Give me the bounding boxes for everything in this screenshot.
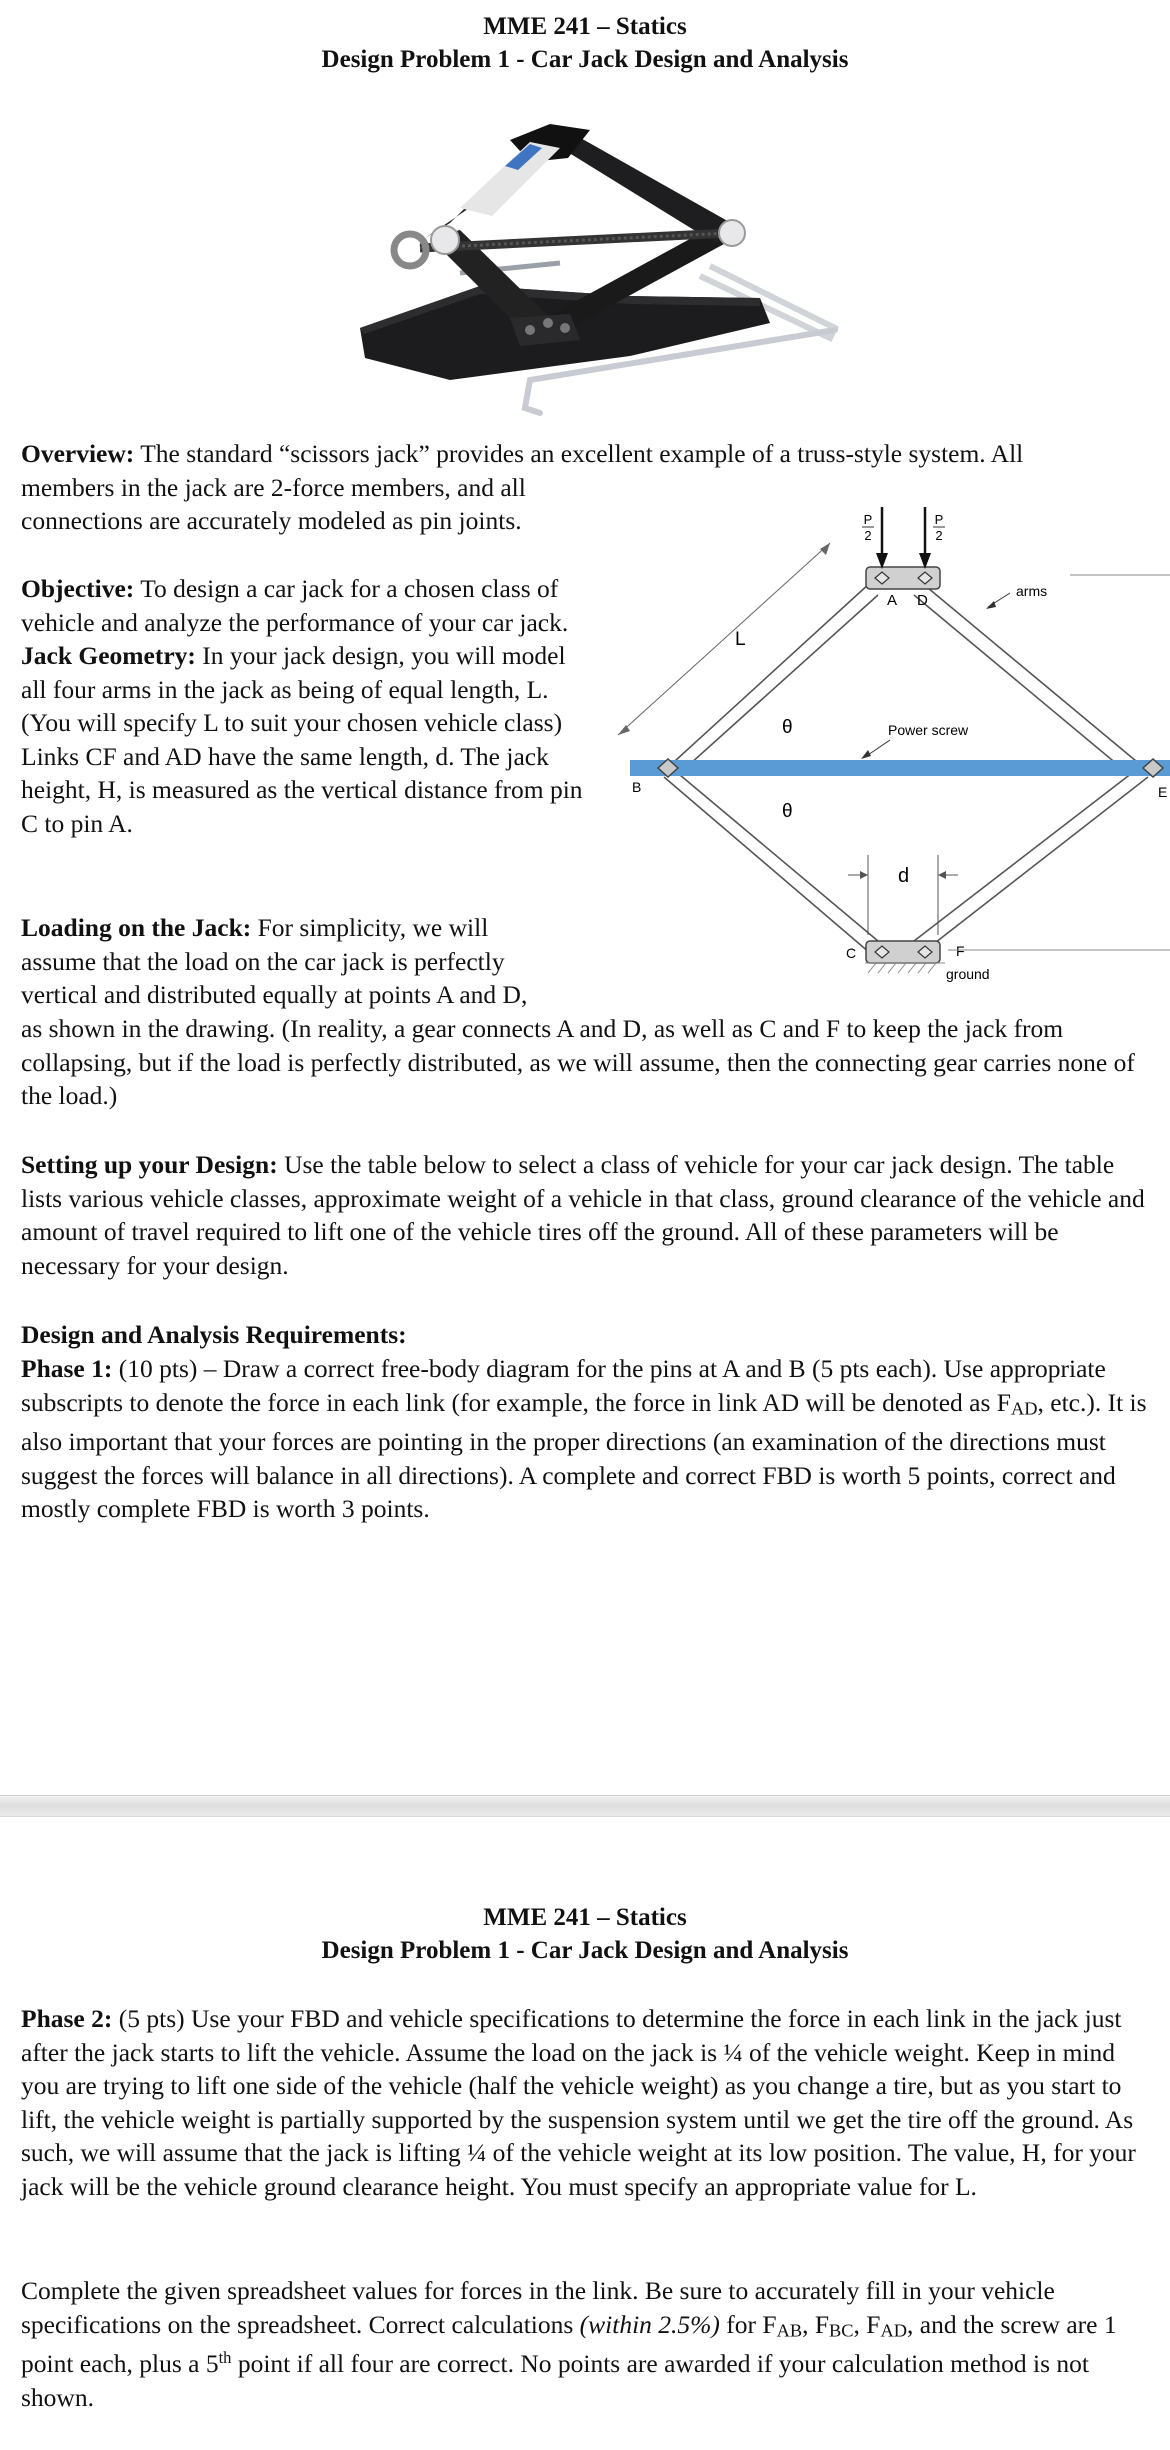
- sup-th: th: [218, 2348, 232, 2368]
- theta-upper: θ: [782, 717, 793, 738]
- phase1-paragraph: [21, 1352, 1156, 1526]
- page2-document-title: Design Problem 1 - Car Jack Design and Analysis: [321, 1937, 849, 1964]
- spreadsheet-text-b: for F: [719, 2309, 777, 2339]
- load-label-left-2: 2: [864, 528, 872, 543]
- loading-continued: as shown in the drawing. (In reality, a gear connects A and D, as well as C and F to keep the jack from collapsing, but if the load is perfectly distributed, as we will assume, then the connecting gear carries none of the load.): [21, 1014, 1135, 1110]
- overview-text: The standard “scissors jack” provides an excellent example of a truss-style system. All: [134, 439, 1024, 468]
- loading-line1: For simplicity, we will: [251, 913, 489, 942]
- jack-geometry-diagram: [600, 495, 1170, 1000]
- phase1-text-a: (10 pts) – Draw a correct free-body diagram for the pins at A and B (5 pts each). Use appropriate subscripts to denote the force in each link (for example, the force in link AD will be denoted as F: [21, 1354, 1106, 1417]
- overview-line1: [21, 437, 1156, 471]
- jack-geometry-text: In your jack design, you will model all four arms in the jack as being of equal length, L. (You will specify L to suit your chosen vehicle class) Links CF and AD have the same length, d. The jack height, H, is measured as the vertical distance from pin C to pin A.: [21, 641, 583, 838]
- phase1-label: Phase 1:: [21, 1354, 113, 1383]
- objective-text: To design a car jack for a chosen class of vehicle and analyze the performance of your car jack.: [21, 574, 569, 637]
- load-label-right-2: 2: [935, 528, 943, 543]
- label-d-dimension: d: [898, 865, 910, 887]
- phase1-subscript: AD: [1010, 1397, 1038, 1418]
- requirements-heading: [21, 1318, 1156, 1352]
- setup-heading: Setting up your Design:: [21, 1150, 278, 1179]
- sub-bc: BC: [829, 2319, 854, 2340]
- theta-lower: θ: [782, 801, 793, 822]
- page2-header: [0, 1901, 1170, 1967]
- ground-label: ground: [946, 966, 990, 982]
- setup-text: Use the table below to select a class of vehicle for your car jack design. The table lists various vehicle classes, approximate weight of a vehicle in that class, ground clearance of the vehicle and amount of travel required to lift one of the vehicle tires off the ground. All of these parameters will be necessary for your design.: [21, 1150, 1145, 1280]
- arms-label: arms: [1016, 583, 1048, 599]
- power-screw-bar: [630, 760, 1170, 776]
- sub-ad: AD: [880, 2319, 908, 2340]
- spreadsheet-tolerance: (within 2.5%): [579, 2309, 720, 2339]
- overview-heading: Overview:: [21, 439, 135, 468]
- spreadsheet-text-f: point if all four are correct. No points are awarded if your calculation method is not shown.: [21, 2349, 1089, 2412]
- load-label-left-p: P: [863, 512, 873, 527]
- setup-paragraph: [21, 1148, 1156, 1282]
- phase2-label: Phase 2:: [21, 2004, 113, 2033]
- phase1-text-b: , etc.). It is also important that your forces are pointing in the proper directions (an examination of the directions must suggest the forces will balance in all directions). A complete and correct FBD is worth 5 points, correct and mostly complete FBD is worth 3 points.: [21, 1387, 1147, 1524]
- sub-ab: AB: [776, 2319, 803, 2340]
- overview-line3: connections are accurately modeled as pin joints.: [21, 506, 522, 535]
- page-separator: [0, 1795, 1170, 1817]
- phase2-text: (5 pts) Use your FBD and vehicle specifications to determine the force in each link in the jack just after the jack starts to lift the vehicle. Assume the load on the jack is ¼ of the vehicle weight. Keep in mind you are trying to lift one side of the vehicle (half the vehicle weight) as you change a tire, but as you start to lift, the vehicle weight is partially supported by the suspension system until we get the tire off the ground. As such, we will assume that the jack is lifting ¼ of the vehicle weight at its low position. The value, H, for your jack will be the vehicle ground clearance height. You must specify an appropriate value for L.: [21, 2004, 1136, 2201]
- objective-heading: Objective:: [21, 574, 135, 603]
- spreadsheet-text-d: , F: [853, 2309, 881, 2339]
- car-jack-photo: [330, 118, 850, 418]
- page-2: [0, 1815, 1170, 2450]
- load-arrows: [876, 507, 931, 569]
- page-header: [0, 10, 1170, 76]
- phase2-paragraph: [21, 2002, 1156, 2203]
- requirements-heading-text: Design and Analysis Requirements:: [21, 1320, 407, 1349]
- label-f: F: [956, 943, 965, 959]
- loading-heading: Loading on the Jack:: [21, 913, 252, 942]
- course-title: MME 241 – Statics: [483, 13, 687, 40]
- jack-geometry-heading: Jack Geometry:: [21, 641, 196, 670]
- spreadsheet-text-c: , F: [802, 2309, 830, 2339]
- label-l: L: [735, 629, 746, 650]
- page2-course-title: MME 241 – Statics: [483, 1904, 687, 1931]
- power-screw-label: Power screw: [888, 722, 969, 738]
- load-label-right-p: P: [934, 512, 944, 527]
- overview-line2: members in the jack are 2-force members, and all: [21, 473, 526, 502]
- loading-line2: assume that the load on the car jack is perfectly: [21, 946, 505, 976]
- spreadsheet-text-e: , and the screw are 1 point each, plus a 5: [21, 2309, 1117, 2379]
- spreadsheet-paragraph: [21, 2274, 1156, 2414]
- document-title: Design Problem 1 - Car Jack Design and Analysis: [321, 46, 849, 73]
- label-d: D: [917, 592, 928, 609]
- label-b: B: [632, 779, 642, 795]
- label-e: E: [1158, 784, 1168, 800]
- spreadsheet-text-a: Complete the given spreadsheet values for forces in the link. Be sure to accurately fill in your vehicle specifications on the spreadsheet. Correct calculations: [21, 2276, 1055, 2339]
- loading-line3: vertical and distributed equally at points A and D,: [21, 980, 528, 1009]
- label-a: A: [887, 592, 898, 609]
- loading-lines: [21, 911, 611, 1012]
- label-c: C: [846, 945, 857, 961]
- objective-paragraph: [21, 572, 596, 840]
